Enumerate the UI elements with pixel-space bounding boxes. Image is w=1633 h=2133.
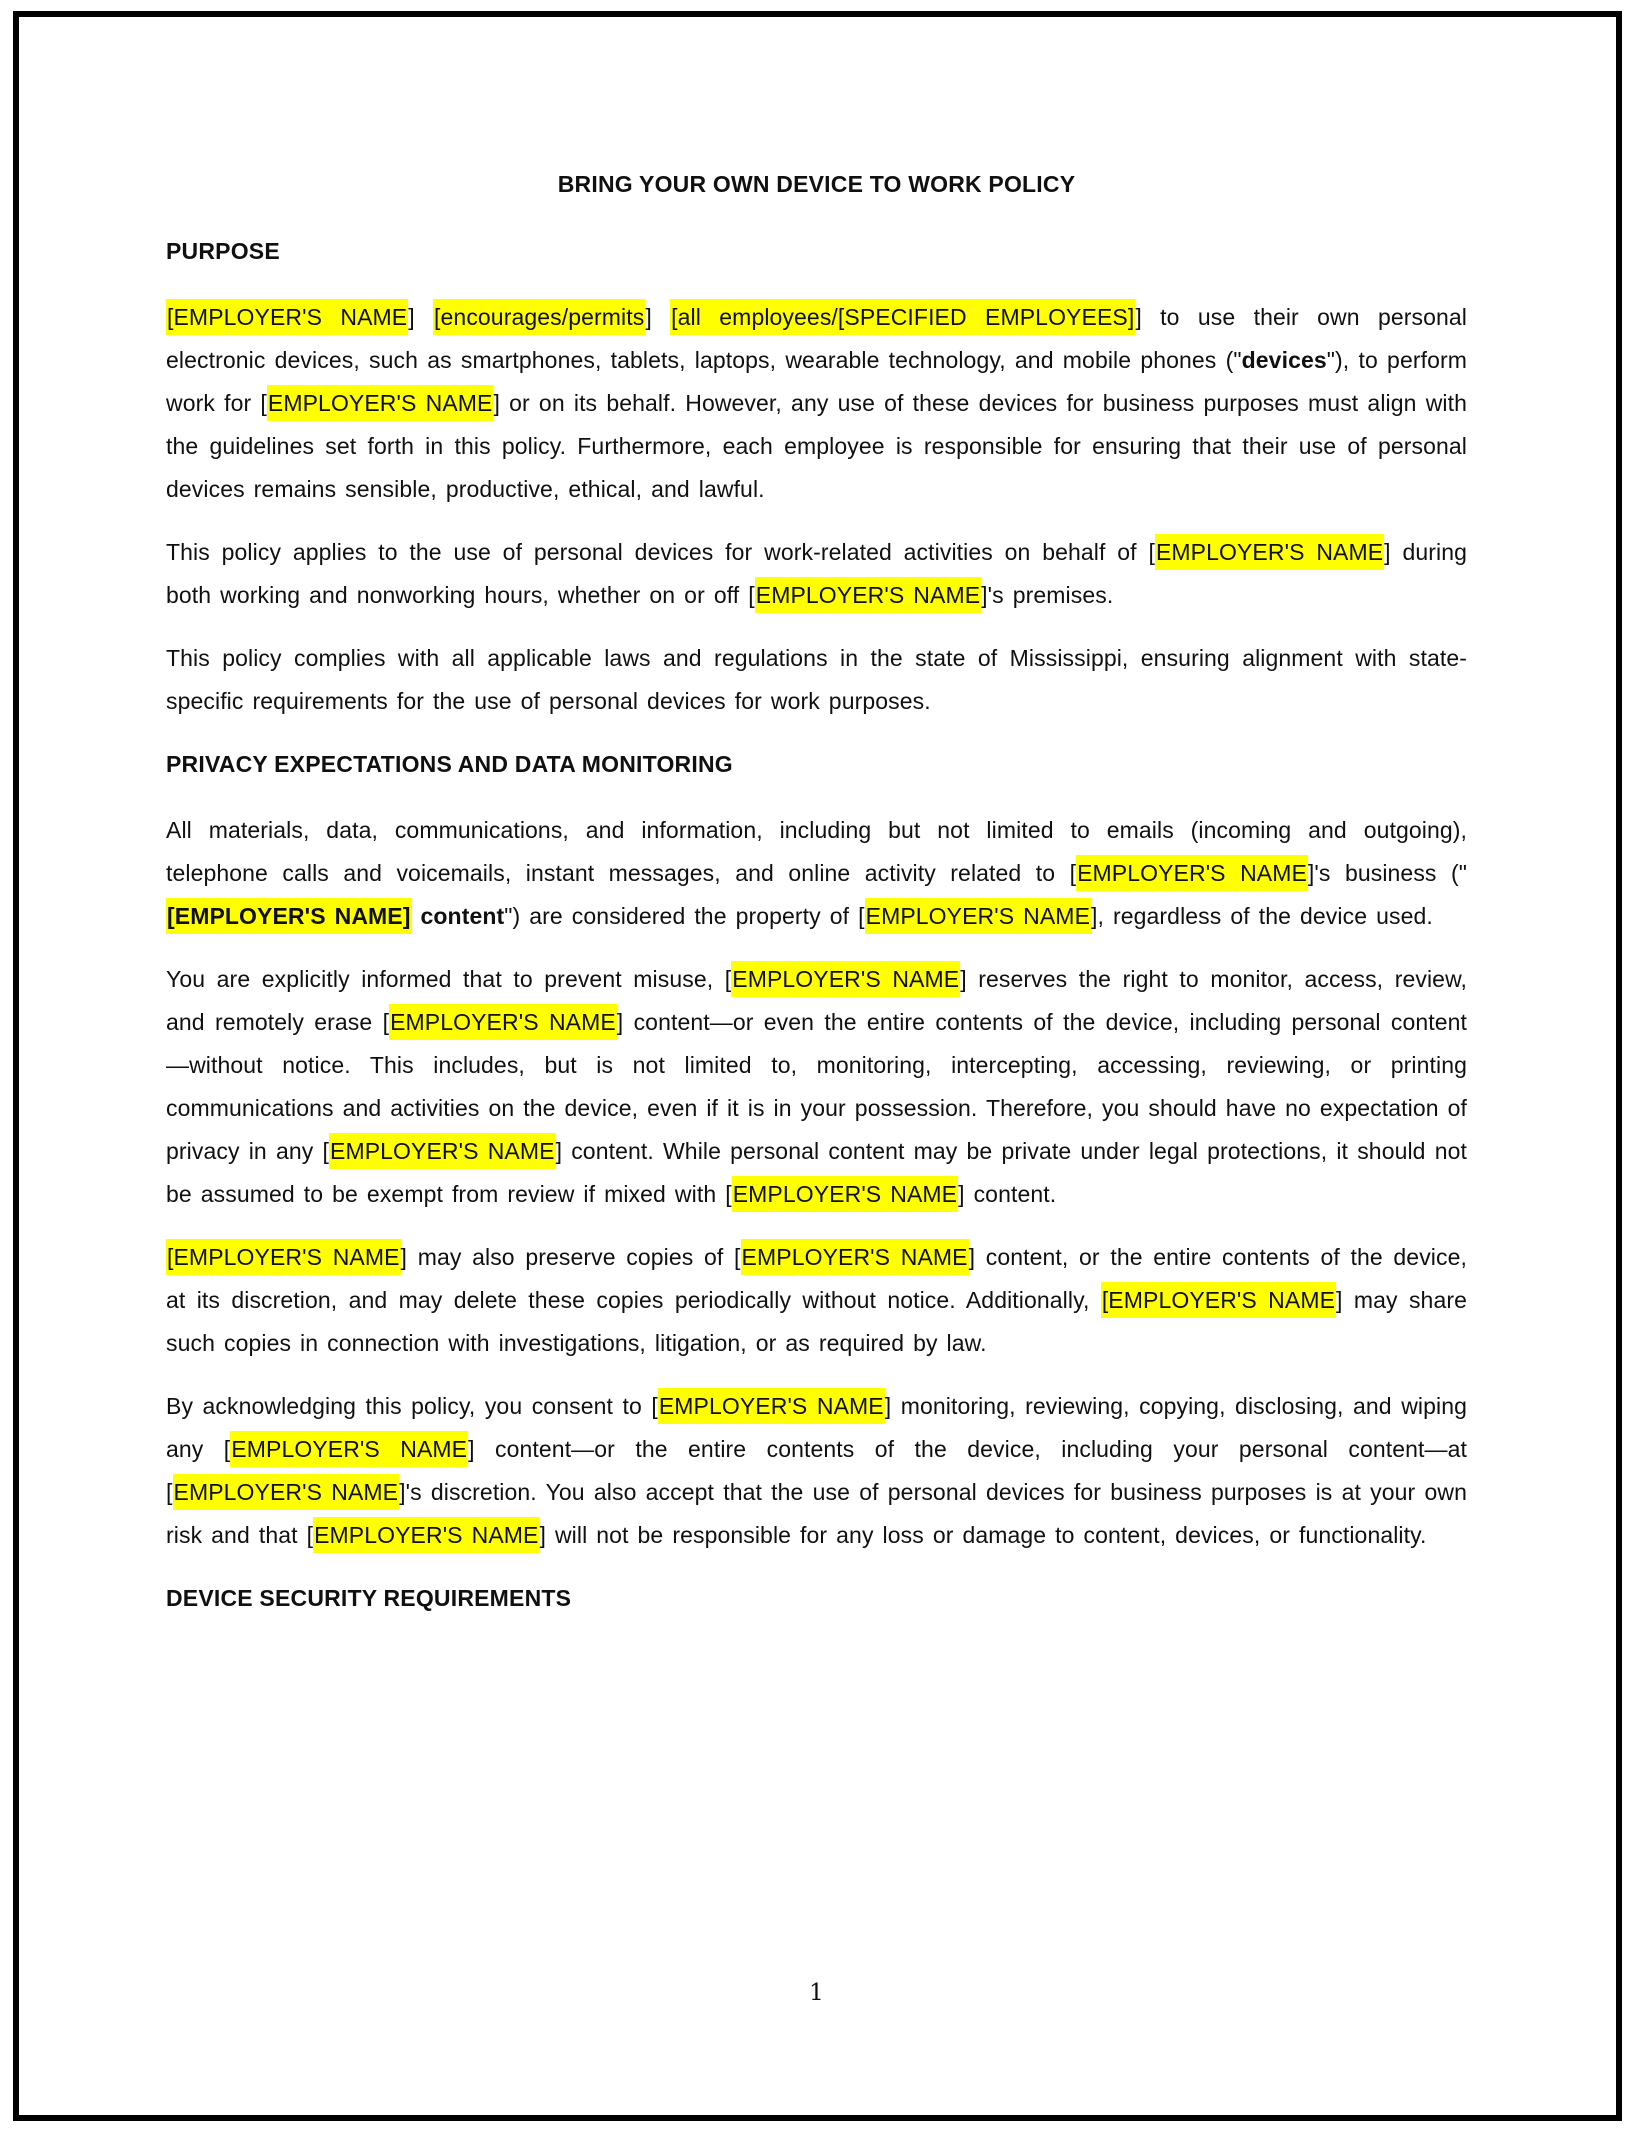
text-run: ") are considered the property of [ — [504, 903, 865, 929]
text-run: ] content—or the entire contents of the device, including your personal content—at [ — [166, 1436, 1467, 1505]
text-run: This policy complies with all applicable laws and regulations in the state of Mississippi, ensuring alignment with state-specific requirements for the use of personal devices for work purposes. — [166, 645, 1467, 714]
text-run: All materials, data, communications, and information, including but not limited to emails (incoming and outgoing), telephone calls and voicemails, instant messages, and online activity related to [ — [166, 817, 1467, 886]
text-run: ] — [408, 304, 434, 330]
highlighted-placeholder: EMPLOYER'S NAME — [329, 1133, 556, 1169]
text-run: ]'s premises. — [981, 582, 1114, 608]
highlighted-placeholder: [all employees/[SPECIFIED EMPLOYEES] — [670, 299, 1135, 335]
highlighted-placeholder: EMPLOYER'S NAME — [732, 1176, 958, 1212]
text-run: ]'s business (" — [1307, 860, 1467, 886]
highlighted-placeholder: [EMPLOYER'S NAME — [1101, 1282, 1336, 1318]
highlighted-placeholder: EMPLOYER'S NAME — [230, 1431, 468, 1467]
policy-paragraph — [166, 531, 1467, 617]
text-run: ] or on its behalf. However, any use of these devices for business purposes must align with the guidelines set forth in this policy. Furthermore, each employee is responsible for ensuring that their use of personal devices remains sensible, productive, ethical, and lawful. — [166, 390, 1467, 502]
highlighted-placeholder: [EMPLOYER'S NAME] — [166, 898, 412, 934]
policy-paragraph — [166, 809, 1467, 938]
text-run: ] during both working and nonworking hours, whether on or off [ — [166, 539, 1467, 608]
text-run: ] content, or the entire contents of the device, at its discretion, and may delete these copies periodically without notice. Additionally, — [166, 1244, 1467, 1313]
text-run: DEVICE SECURITY REQUIREMENTS — [166, 1585, 572, 1611]
highlighted-placeholder: EMPLOYER'S NAME — [1155, 534, 1384, 570]
text-run: PRIVACY EXPECTATIONS AND DATA MONITORING — [166, 751, 733, 777]
text-run: ] content—or even the entire contents of the device, including personal content—without notice. This includes, but is not limited to, monitoring, intercepting, accessing, reviewing, or printing communications and activities on the device, even if it is in your possession. Therefore, you should have no expectation of privacy in any [ — [166, 1009, 1467, 1164]
document-body — [166, 0, 1467, 1643]
highlighted-placeholder: EMPLOYER'S NAME — [267, 385, 494, 421]
highlighted-placeholder: EMPLOYER'S NAME — [313, 1517, 539, 1553]
policy-paragraph — [166, 637, 1467, 723]
section-heading — [166, 1577, 1467, 1620]
text-run: ] — [645, 304, 671, 330]
text-run: ], regardless of the device used. — [1091, 903, 1433, 929]
highlighted-placeholder: [EMPLOYER'S NAME — [166, 1239, 401, 1275]
text-run: This policy applies to the use of personal devices for work-related activities on behalf of [ — [166, 539, 1155, 565]
page-number: 1 — [809, 1980, 824, 2006]
text-run: ] may also preserve copies of [ — [400, 1244, 741, 1270]
policy-blocks — [166, 230, 1467, 1620]
highlighted-placeholder: EMPLOYER'S NAME — [865, 898, 1091, 934]
highlighted-placeholder: EMPLOYER'S NAME — [389, 1004, 617, 1040]
text-run: content — [411, 903, 505, 929]
highlighted-placeholder: [encourages/permits — [433, 299, 645, 335]
text-run: ] content. — [958, 1181, 1057, 1207]
section-heading — [166, 743, 1467, 786]
policy-paragraph — [166, 1236, 1467, 1365]
text-run: PURPOSE — [166, 238, 280, 264]
text-run: devices — [1241, 347, 1327, 373]
text-run: ] will not be responsible for any loss or damage to content, devices, or functionality. — [539, 1522, 1427, 1548]
highlighted-placeholder: EMPLOYER'S NAME — [173, 1474, 400, 1510]
highlighted-placeholder: EMPLOYER'S NAME — [741, 1239, 969, 1275]
highlighted-placeholder: EMPLOYER'S NAME — [731, 961, 960, 997]
text-run: ] may share such copies in connection with investigations, litigation, or as required by law. — [166, 1287, 1467, 1356]
text-run: ] reserves the right to monitor, access, review, and remotely erase [ — [166, 966, 1468, 1035]
highlighted-placeholder: EMPLOYER'S NAME — [1076, 855, 1308, 891]
text-run: ] content. While personal content may be private under legal protections, it should not be assumed to be exempt from review if mixed with [ — [166, 1138, 1468, 1207]
text-run: "), to perform work for [ — [166, 347, 1467, 416]
section-heading — [166, 230, 1467, 273]
text-run: ]'s discretion. You also accept that the use of personal devices for business purposes is at your own risk and that [ — [166, 1479, 1467, 1548]
highlighted-placeholder: EMPLOYER'S NAME — [755, 577, 981, 613]
policy-paragraph — [166, 296, 1467, 511]
text-run: ] monitoring, reviewing, copying, disclosing, and wiping any [ — [166, 1393, 1467, 1462]
text-run: You are explicitly informed that to prevent misuse, [ — [166, 966, 732, 992]
document-title: BRING YOUR OWN DEVICE TO WORK POLICY — [557, 171, 1076, 197]
policy-paragraph — [166, 1385, 1467, 1557]
text-run: By acknowledging this policy, you consent to [ — [166, 1393, 658, 1419]
highlighted-placeholder: [EMPLOYER'S NAME — [166, 299, 408, 335]
text-run: ] to use their own personal electronic devices, such as smartphones, tablets, laptops, wearable technology, and mobile phones (" — [166, 304, 1467, 373]
policy-paragraph — [166, 958, 1467, 1216]
highlighted-placeholder: EMPLOYER'S NAME — [658, 1388, 885, 1424]
